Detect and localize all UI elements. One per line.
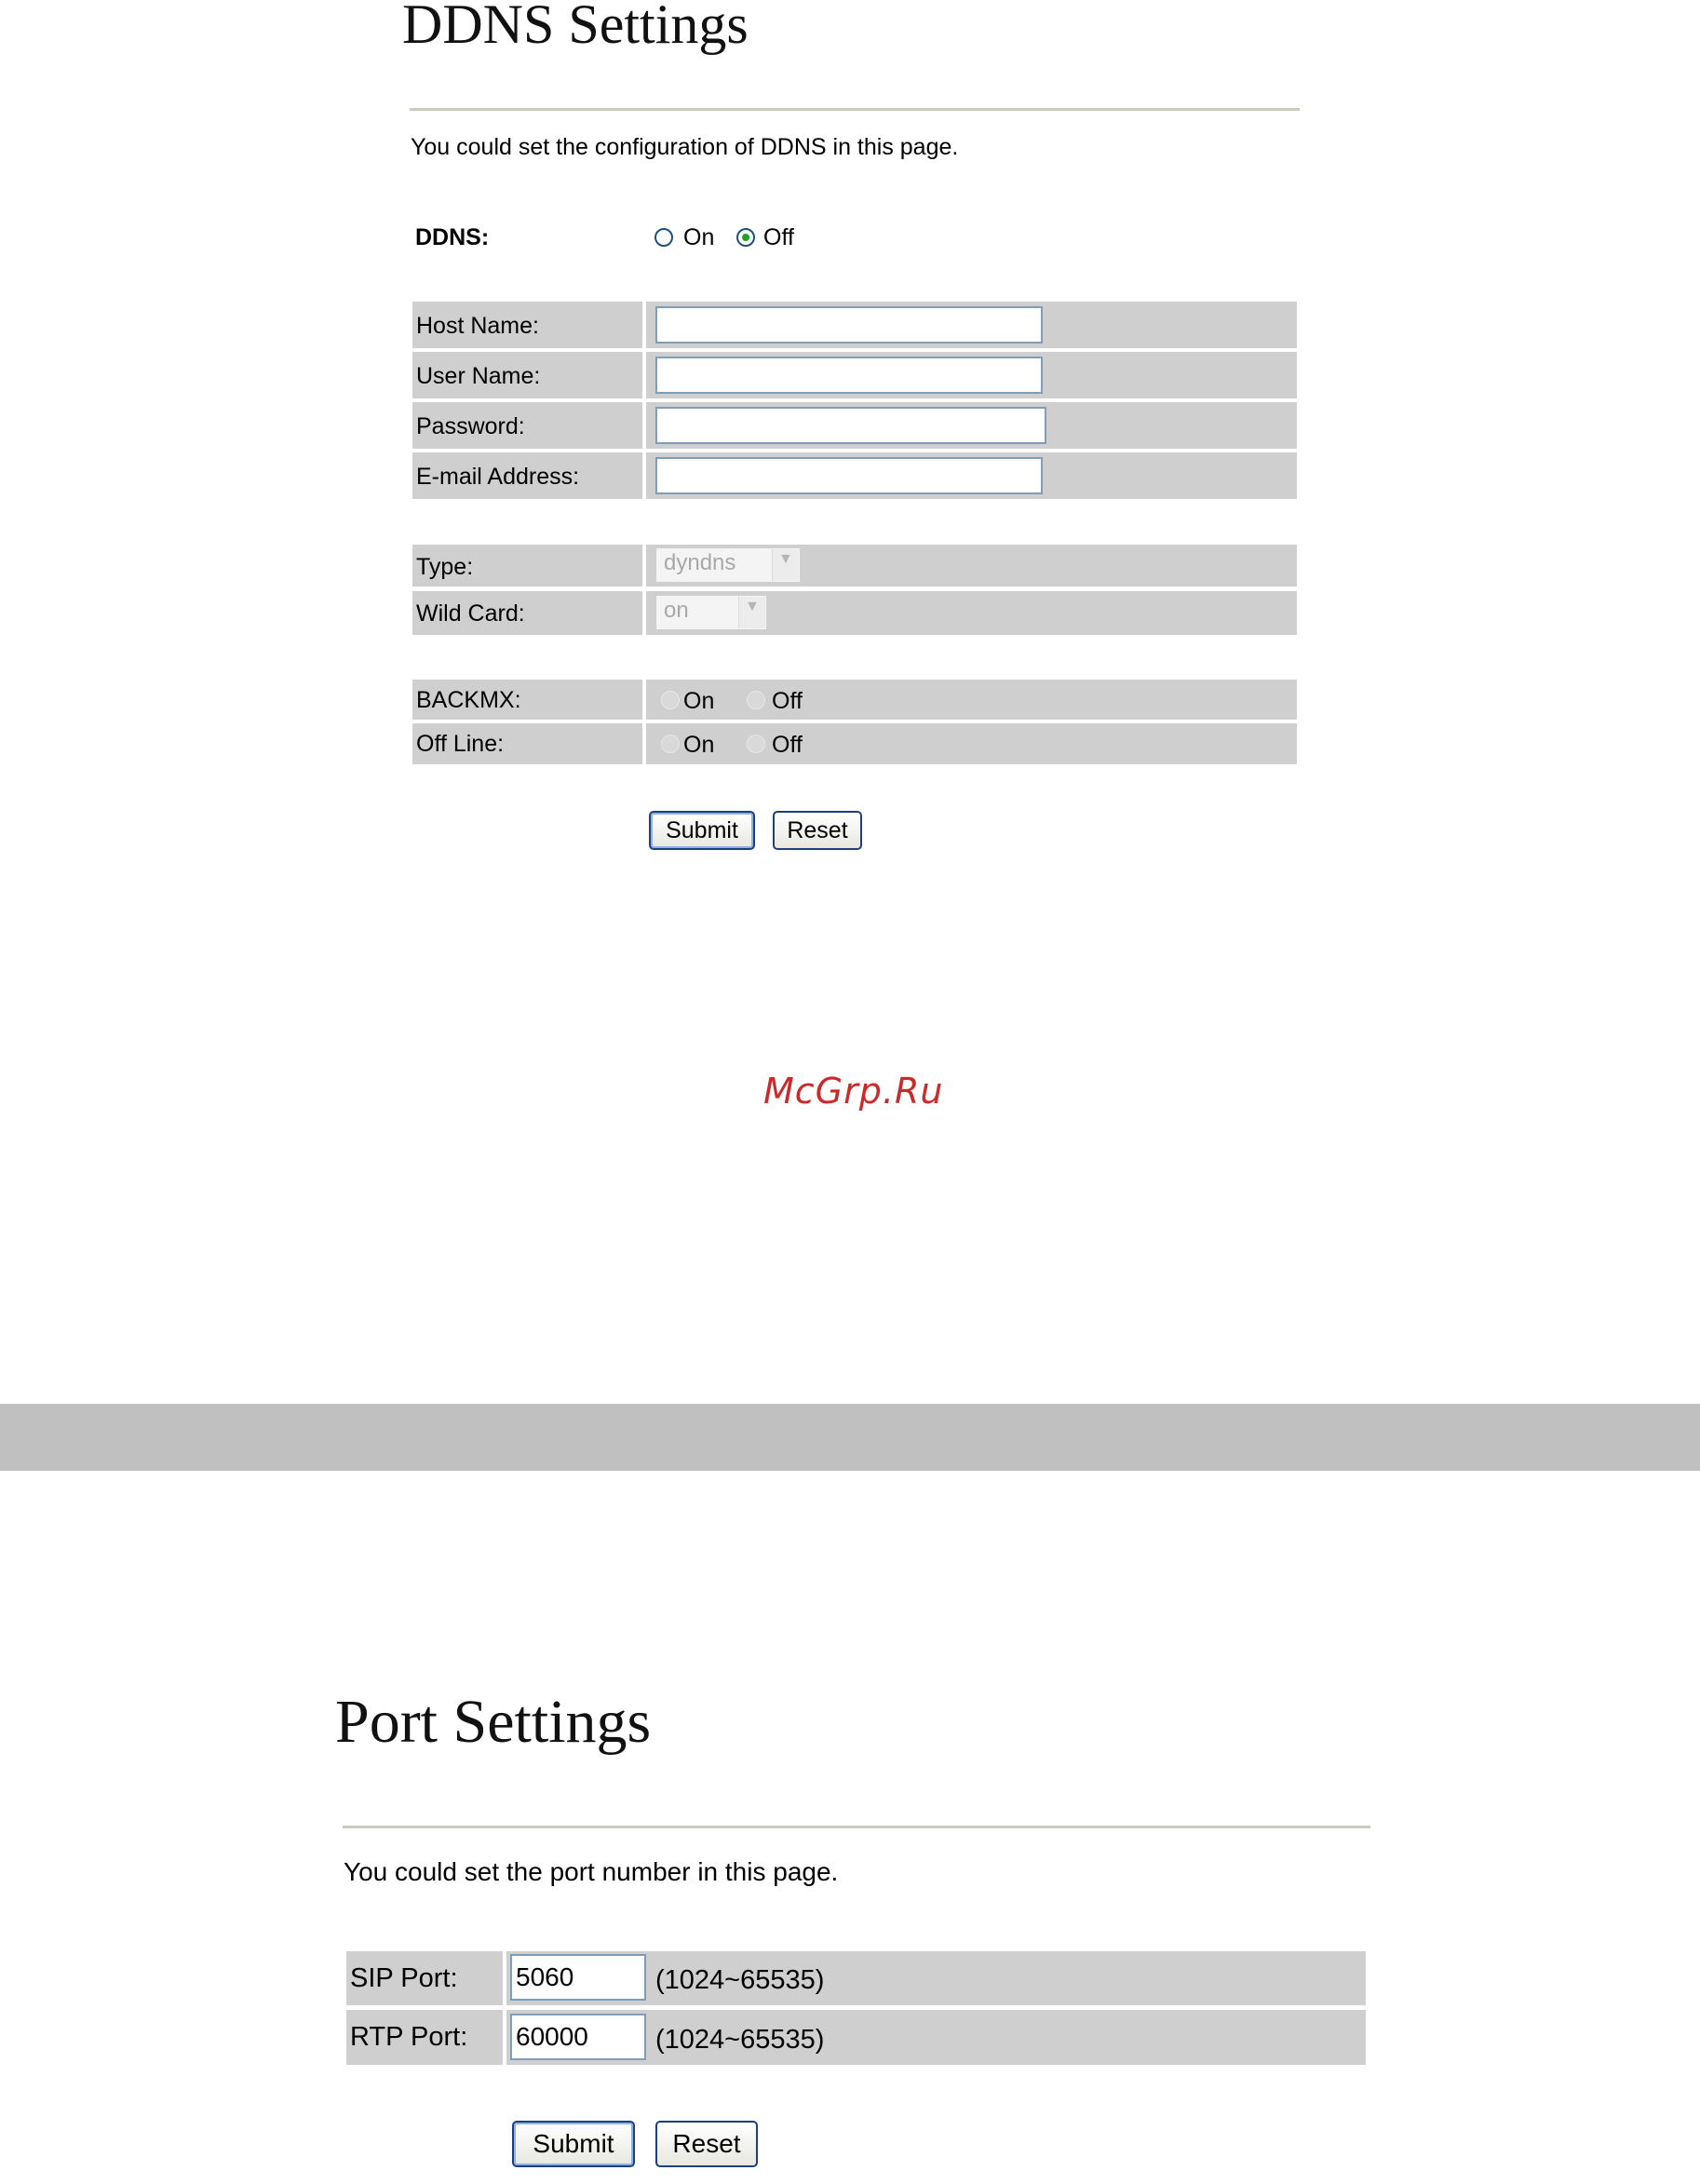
type-select-value: dyndns [664, 550, 736, 575]
ddns-page-title: DDNS Settings [402, 0, 749, 55]
offline-on-radio[interactable] [661, 735, 680, 753]
port-description: You could set the port number in this page. [344, 1857, 839, 1886]
wild-card-label: Wild Card: [416, 600, 525, 627]
password-label-cell [412, 402, 642, 449]
offline-label-cell [412, 723, 642, 764]
ddns-type-table [412, 545, 1297, 635]
type-select-arrow [772, 549, 799, 581]
section-separator-band [0, 1404, 1700, 1471]
ddns-reset-button[interactable]: Reset [773, 811, 862, 850]
user-name-input[interactable] [655, 357, 1043, 394]
ddns-toggle-group [652, 224, 838, 251]
ddns-on-label: On [683, 224, 715, 250]
user-name-label-cell [412, 352, 642, 398]
user-name-value-cell [646, 352, 1297, 398]
host-name-value-cell [646, 302, 1297, 348]
rtp-port-label-cell [346, 2010, 503, 2065]
wild-card-select-value: on [664, 598, 689, 623]
email-label: E-mail Address: [416, 464, 580, 490]
type-label: Type: [416, 554, 474, 580]
backmx-label-cell [412, 680, 642, 720]
ddns-off-radio[interactable] [736, 228, 755, 247]
host-name-input[interactable] [655, 306, 1043, 344]
sip-port-input[interactable] [510, 1954, 646, 2001]
offline-off-label: Off [772, 732, 803, 758]
rtp-port-label: RTP Port: [350, 2022, 468, 2052]
port-divider [343, 1826, 1370, 1828]
port-reset-button[interactable]: Reset [655, 2121, 758, 2167]
rtp-port-value-cell [506, 2010, 1366, 2065]
ddns-submit-button[interactable]: Submit [649, 811, 755, 850]
password-value-cell [646, 402, 1297, 449]
ddns-on-radio[interactable] [654, 228, 673, 247]
backmx-off-label: Off [772, 688, 803, 714]
type-select[interactable] [655, 547, 801, 583]
offline-off-radio[interactable] [747, 735, 765, 753]
type-value-cell [646, 545, 1297, 586]
offline-on-label: On [683, 732, 715, 758]
ddns-description: You could set the configuration of DDNS in this page. [411, 134, 959, 160]
backmx-on-label: On [683, 688, 715, 714]
sip-port-range: (1024~65535) [655, 1965, 825, 1995]
rtp-port-input[interactable] [510, 2014, 646, 2060]
offline-label: Off Line: [416, 731, 505, 757]
port-table [346, 1951, 1366, 2065]
email-label-cell [412, 452, 642, 499]
user-name-label: User Name: [416, 363, 541, 389]
backmx-label: BACKMX: [416, 687, 521, 713]
ddns-off-label: Off [763, 224, 794, 250]
ddns-toggle-label: DDNS: [415, 224, 490, 250]
backmx-value-cell [646, 680, 1297, 720]
wild-card-select-arrow [738, 597, 765, 628]
ddns-options-table [412, 680, 1297, 764]
dropdown-arrow-icon: ▼ [745, 599, 760, 614]
watermark-text: McGrp.Ru [763, 1071, 944, 1112]
host-name-label-cell [412, 302, 642, 348]
offline-value-cell [646, 723, 1297, 764]
rtp-port-range: (1024~65535) [655, 2025, 825, 2055]
backmx-on-radio[interactable] [661, 691, 680, 709]
sip-port-label-cell [346, 1951, 503, 2005]
wild-card-value-cell [646, 591, 1297, 635]
wild-card-label-cell [412, 591, 642, 635]
email-input[interactable] [655, 457, 1043, 494]
port-page-title: Port Settings [335, 1688, 652, 1756]
host-name-label: Host Name: [416, 313, 539, 339]
password-label: Password: [416, 413, 525, 439]
sip-port-label: SIP Port: [350, 1963, 458, 1993]
email-value-cell [646, 452, 1297, 499]
password-input[interactable] [655, 407, 1046, 444]
wild-card-select[interactable] [655, 595, 767, 630]
dropdown-arrow-icon: ▼ [778, 551, 793, 567]
sip-port-value-cell [506, 1951, 1366, 2005]
backmx-off-radio[interactable] [747, 691, 765, 709]
ddns-divider [410, 108, 1300, 111]
ddns-account-table [412, 302, 1297, 499]
type-label-cell [412, 545, 642, 586]
port-submit-button[interactable]: Submit [512, 2121, 635, 2167]
